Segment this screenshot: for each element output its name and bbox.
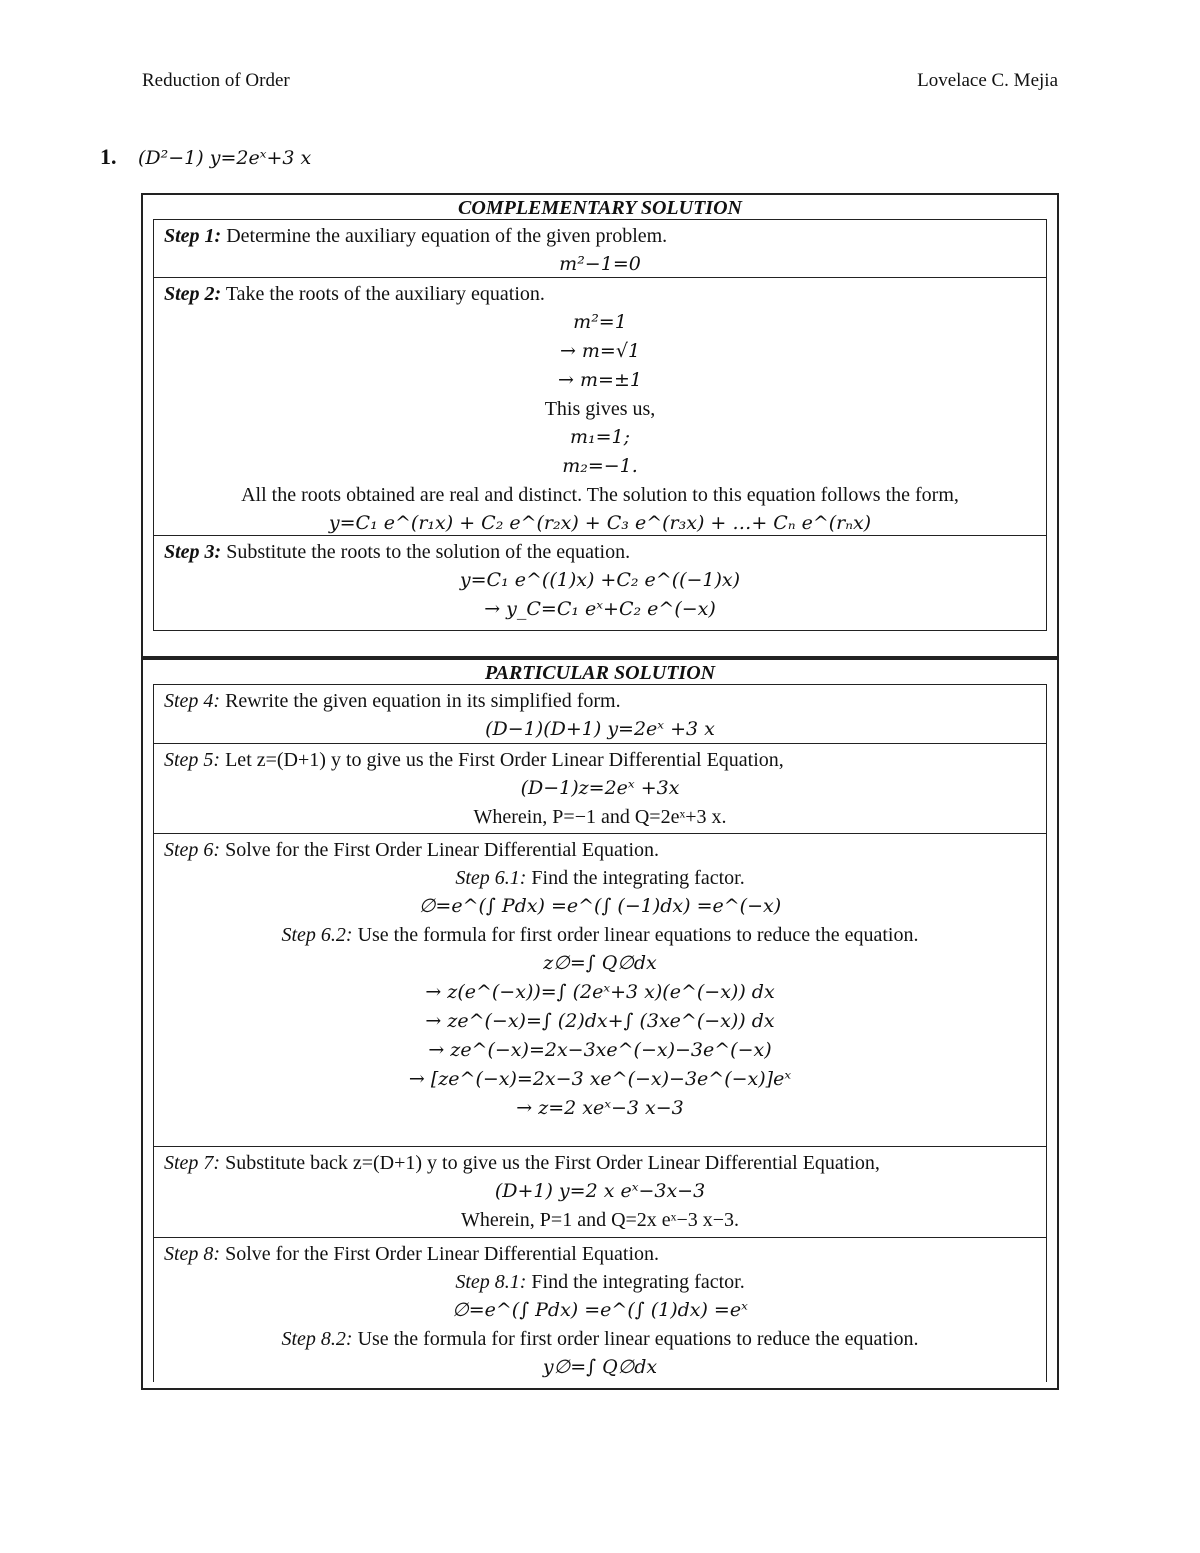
substep-text: Find the integrating factor. — [526, 867, 745, 889]
math-line: ∅=e^(∫ Pdx) =e^(∫ (1)dx) =eˣ — [452, 1299, 748, 1321]
math-line: → z=2 xeˣ−3 x−3 — [516, 1097, 684, 1119]
substep-label: Step 6.1: — [455, 867, 527, 889]
step-label: Step 2: — [164, 283, 222, 305]
step-1 — [154, 220, 1046, 278]
step-label: Step 7: — [164, 1152, 221, 1174]
problem-equation: (D²−1) y=2eˣ+3 x — [138, 147, 312, 169]
math-line: → m=√1 — [559, 340, 641, 362]
steps-table — [153, 219, 1047, 631]
step-text: Substitute back z=(D+1) y to give us the First Order Linear Differential Equation, — [220, 1152, 880, 1174]
step-label: Step 6: — [164, 839, 221, 861]
steps-table — [153, 684, 1047, 1382]
math-line: → z(e^(−x))=∫ (2eˣ+3 x)(e^(−x)) dx — [425, 981, 775, 1003]
math-line: → ze^(−x)=∫ (2)dx+∫ (3xe^(−x)) dx — [425, 1010, 775, 1032]
step-5 — [154, 744, 1046, 834]
section-title: PARTICULAR SOLUTION — [484, 662, 716, 684]
step-text: Determine the auxiliary equation of the given problem. — [221, 225, 668, 247]
step-7 — [154, 1147, 1046, 1238]
step-6 — [154, 834, 1046, 1147]
step-text: Take the roots of the auxiliary equation. — [221, 283, 545, 305]
note-text: This gives us, — [544, 398, 656, 420]
math-line: m²−1=0 — [559, 253, 641, 275]
math-line: → y_C=C₁ eˣ+C₂ e^(−x) — [484, 598, 716, 620]
particular-solution-section — [141, 658, 1059, 1390]
step-label: Step 1: — [164, 225, 222, 247]
step-text: Solve for the First Order Linear Differential Equation. — [220, 1243, 660, 1265]
math-line: → ze^(−x)=2x−3xe^(−x)−3e^(−x) — [428, 1039, 772, 1061]
step-text: Solve for the First Order Linear Differential Equation. — [220, 839, 660, 861]
problem-statement — [100, 144, 311, 170]
step-2 — [154, 278, 1046, 536]
note-text: Wherein, P=1 and Q=2x eˣ−3 x−3. — [460, 1209, 740, 1231]
step-text: Substitute the roots to the solution of the equation. — [221, 541, 631, 563]
substep-label: Step 6.2: — [281, 924, 353, 946]
substep-text: Use the formula for first order linear equations to reduce the equation. — [352, 1328, 919, 1350]
substep-text: Use the formula for first order linear equations to reduce the equation. — [352, 924, 919, 946]
document-header-title: Reduction of Order — [142, 70, 290, 91]
complementary-solution-section — [141, 193, 1059, 658]
step-label: Step 4: — [164, 690, 221, 712]
document-header-author: Lovelace C. Mejia — [917, 70, 1058, 91]
substep-label: Step 8.2: — [281, 1328, 353, 1350]
note-text: Wherein, P=−1 and Q=2eˣ+3 x. — [473, 806, 727, 828]
step-text: Let z=(D+1) y to give us the First Order Linear Differential Equation, — [220, 749, 784, 771]
section-title: COMPLEMENTARY SOLUTION — [458, 197, 742, 219]
substep-label: Step 8.1: — [455, 1271, 527, 1293]
step-label: Step 3: — [164, 541, 222, 563]
math-line: y=C₁ e^((1)x) +C₂ e^((−1)x) — [459, 569, 741, 591]
step-3 — [154, 536, 1046, 631]
math-line: → [ze^(−x)=2x−3 xe^(−x)−3e^(−x)]eˣ — [408, 1068, 792, 1090]
math-line: m₂=−1. — [562, 455, 638, 477]
math-line: → m=±1 — [558, 369, 642, 391]
step-text: Rewrite the given equation in its simplified form. — [220, 690, 621, 712]
math-line: (D−1)(D+1) y=2eˣ +3 x — [485, 718, 715, 740]
math-line: ∅=e^(∫ Pdx) =e^(∫ (−1)dx) =e^(−x) — [418, 895, 782, 917]
problem-number: 1. — [100, 144, 117, 169]
general-solution-formula: y=C₁ e^(r₁x) + C₂ e^(r₂x) + C₃ e^(r₃x) + …+ Cₙ e^(rₙx) — [328, 512, 872, 534]
step-4 — [154, 685, 1046, 744]
math-line: z∅=∫ Q∅dx — [543, 952, 657, 974]
note-text: All the roots obtained are real and distinct. The solution to this equation follows the form, — [241, 484, 959, 506]
step-8 — [154, 1238, 1046, 1382]
math-line: m²=1 — [573, 311, 627, 333]
substep-text: Find the integrating factor. — [526, 1271, 745, 1293]
math-line: y∅=∫ Q∅dx — [542, 1356, 658, 1378]
step-label: Step 5: — [164, 749, 221, 771]
math-line: m₁=1; — [569, 426, 631, 448]
math-line: (D+1) y=2 x eˣ−3x−3 — [494, 1180, 706, 1202]
step-label: Step 8: — [164, 1243, 221, 1265]
math-line: (D−1)z=2eˣ +3x — [520, 777, 680, 799]
